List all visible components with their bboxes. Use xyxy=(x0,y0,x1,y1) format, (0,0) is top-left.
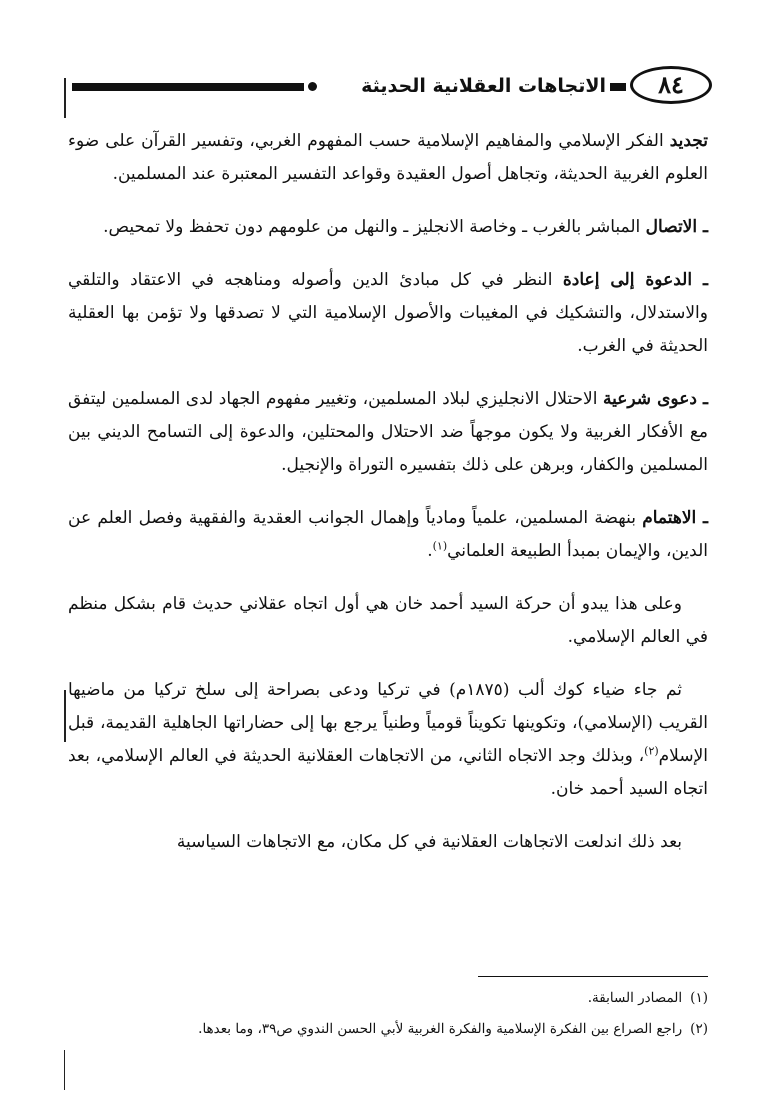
paragraph-lead: تجديد xyxy=(669,131,708,151)
footnote-number: (٢) xyxy=(690,1021,708,1037)
footnote-ref[interactable]: (٢) xyxy=(644,744,659,758)
footnote xyxy=(68,985,708,1012)
paragraph xyxy=(68,826,708,859)
paragraph-lead: ـ الدعوة إلى إعادة xyxy=(562,270,708,290)
footnote-text: راجع الصراع بين الفكرة الإسلامية والفكرة الغربية لأبي الحسن الندوي ص٣٩، وما بعدها. xyxy=(198,1021,683,1037)
paragraph xyxy=(68,211,708,244)
margin-mark xyxy=(64,1050,65,1090)
paragraph-lead: ـ الاتصال xyxy=(645,217,708,237)
paragraph xyxy=(68,502,708,568)
paragraph-text: وعلى هذا يبدو أن حركة السيد أحمد خان هي أول اتجاه عقلاني حديث قام بشكل منظم في العالم الإسلامي. xyxy=(68,594,708,647)
running-header xyxy=(72,62,712,112)
running-title: الاتجاهات العقلانية الحديثة xyxy=(361,75,606,97)
footnote-number: (١) xyxy=(690,990,708,1006)
paragraph-text: بعد ذلك اندلعت الاتجاهات العقلانية في كل مكان، مع الاتجاهات السياسية xyxy=(176,832,682,852)
margin-mark xyxy=(64,78,66,118)
header-rule xyxy=(72,83,304,91)
paragraph xyxy=(68,383,708,482)
footnote xyxy=(68,1016,708,1043)
header-dot-ornament xyxy=(308,82,317,91)
paragraph xyxy=(68,674,708,806)
paragraph-tail: . xyxy=(427,541,433,561)
paragraph-text: الفكر الإسلامي والمفاهيم الإسلامية حسب المفهوم الغربي، وتفسير القرآن على ضوء العلوم الغربية الحديثة، وتجاهل أصول العقيدة وقواعد التفسير المعتبرة عند المسلمين. xyxy=(68,131,708,184)
paragraph xyxy=(68,588,708,654)
paragraph-text: النظر في كل مبادئ الدين وأصوله ومناهجه في الاعتقاد والتلقي والاستدلال، والتشكيك في المغيبات والأصول الإسلامية التي لا تصدقها ولا تؤمن بها العقلية الحديثة في الغرب. xyxy=(68,270,708,356)
paragraph-text: المباشر بالغرب ـ وخاصة الانجليز ـ والنهل من علومهم دون تحفظ ولا تمحيص. xyxy=(103,217,646,237)
footnotes xyxy=(68,985,708,1047)
footnote-separator xyxy=(478,976,708,977)
paragraph xyxy=(68,264,708,363)
header-rule-ornament xyxy=(610,83,626,91)
margin-mark xyxy=(64,690,66,742)
footnote-ref[interactable]: (١) xyxy=(432,539,448,553)
footnote-text: المصادر السابقة. xyxy=(587,990,683,1006)
paragraph-lead: ـ الاهتمام xyxy=(642,508,708,528)
page-number: ٨٤ xyxy=(630,66,712,104)
paragraph-text: بنهضة المسلمين، علمياً ومادياً وإهمال الجوانب العقدية والفقهية وفصل العلم عن الدين، والإيمان بمبدأ الطبيعة العلماني xyxy=(68,508,708,561)
paragraph-tail: ، وبذلك وجد الاتجاه الثاني، من الاتجاهات العقلانية الحديثة في العالم الإسلامي، بعد اتجاه السيد أحمد خان. xyxy=(68,746,708,799)
paragraph-text: الاحتلال الانجليزي لبلاد المسلمين، وتغيير مفهوم الجهاد لدى المسلمين ليتفق مع الأفكار الغربية ولا يكون موجهاً ضد الاحتلال والمحتلين، والدعوة إلى التسامح الديني بين المسلمين والكفار، وبرهن على ذلك بتفسيره التوراة والإنجيل. xyxy=(68,389,708,475)
paragraph xyxy=(68,125,708,191)
paragraph-text: ثم جاء ضياء كوك ألب (١٨٧٥م) في تركيا ودعى بصراحة إلى سلخ تركيا من ماضيها القريب (الإسلامي)، وتكوينها تكويناً قومياً وطنياً يرجع بها إلى حضاراتها الجاهلية القديمة، قبل الإسلام xyxy=(68,680,708,766)
main-text xyxy=(68,125,708,879)
paragraph-lead: ـ دعوى شرعية xyxy=(603,389,709,409)
